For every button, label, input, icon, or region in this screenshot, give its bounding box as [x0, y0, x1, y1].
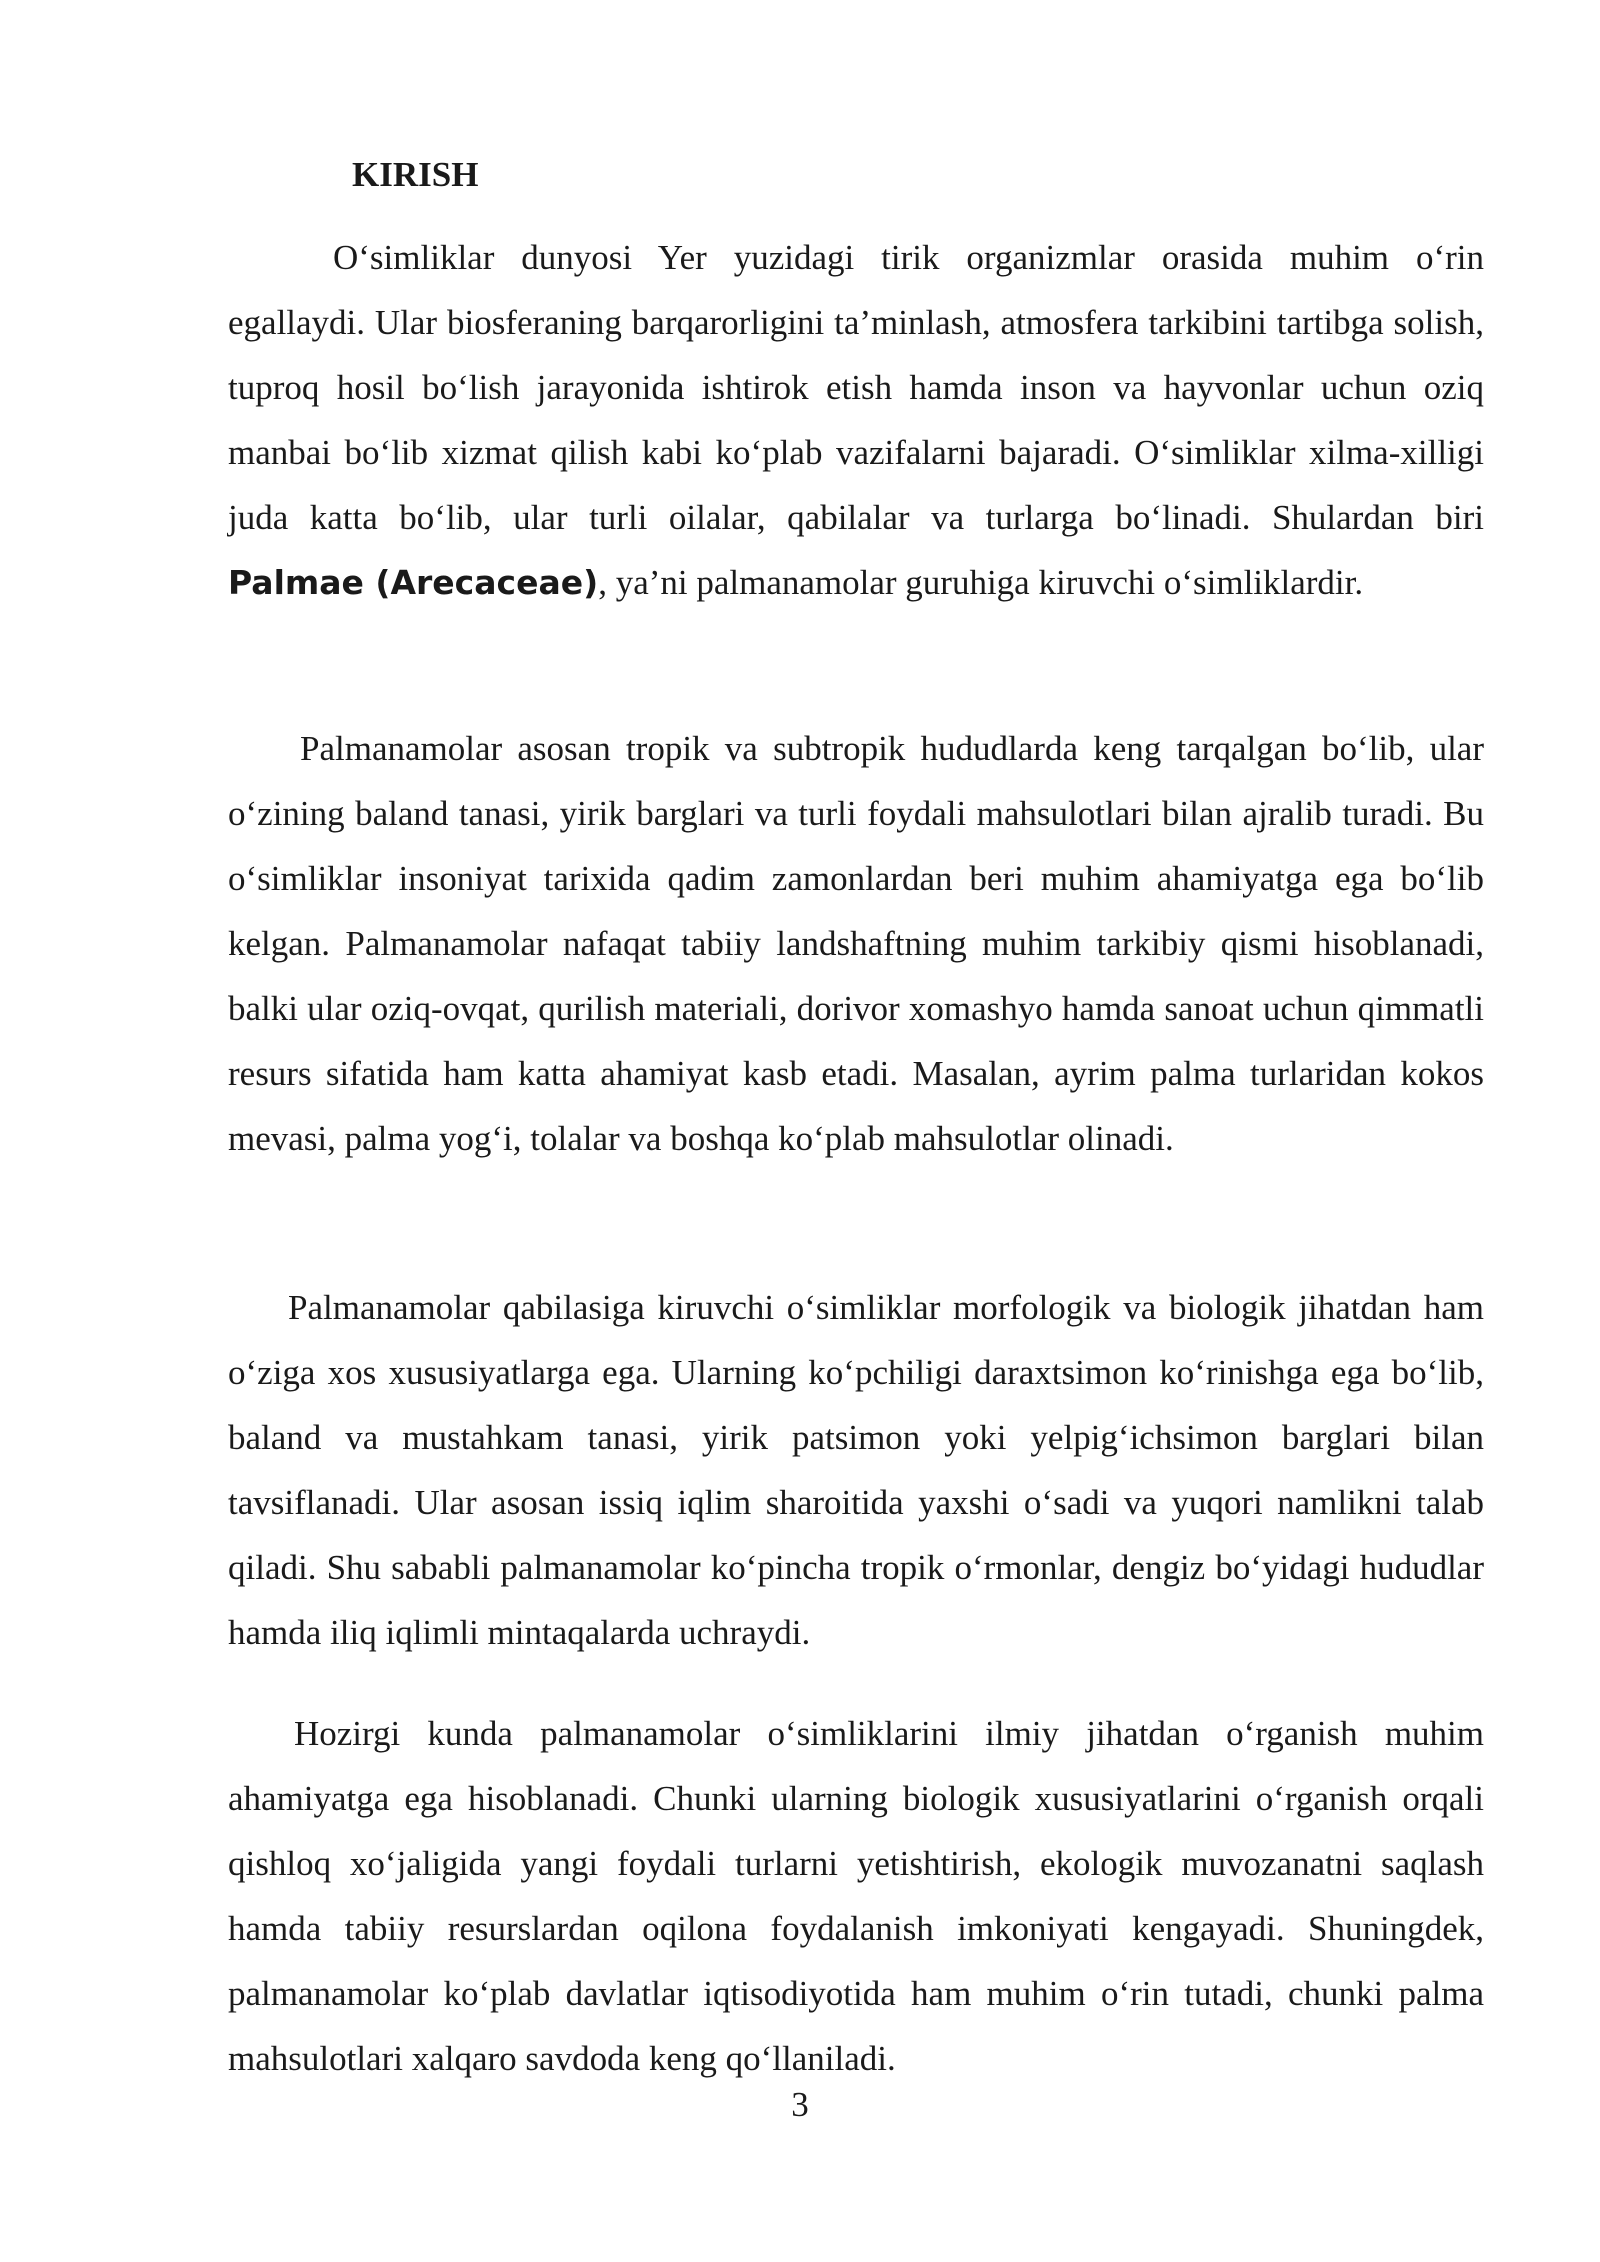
paragraph-3: Palmanamolar qabilasiga kiruvchi o‘simliklar morfologik va biologik jihatdan ham o‘ziga xos xususiyatlarga ega. Ularning ko‘pchiligi daraxtsimon ko‘rinishga ega bo‘lib, baland va mustahkam tanasi, yirik patsimon yoki yelpig‘ichsimon barglari bilan tavsiflanadi. Ular asosan issiq iqlim sharoitida yaxshi o‘sadi va yuqori namlikni talab qiladi. Shu sababli palmanamolar ko‘pincha tropik o‘rmonlar, dengiz bo‘yidagi hududlar hamda iliq iqlimli mintaqalarda uchraydi.: [228, 1288, 1484, 1652]
paragraph-1-bold-term: Palmae (Arecaceae): [228, 563, 599, 602]
paragraph-4: Hozirgi kunda palmanamolar o‘simliklarini ilmiy jihatdan o‘rganish muhim ahamiyatga ega hisoblanadi. Chunki ularning biologik xususiyatlarini o‘rganish orqali qishloq xo‘jaligida yangi foydali turlarni yetishtirish, ekologik muvozanatni saqlash hamda tabiiy resurslardan oqilona foydalanish imkoniyati kengayadi. Shuningdek, palmanamolar ko‘plab davlatlar iqtisodiyotida ham muhim o‘rin tutadi, chunki palma mahsulotlari xalqaro savdoda keng qo‘llaniladi.: [228, 1714, 1484, 2078]
paragraph-2: Palmanamolar asosan tropik va subtropik hududlarda keng tarqalgan bo‘lib, ular o‘zining baland tanasi, yirik barglari va turli foydali mahsulotlari bilan ajralib turadi. Bu o‘simliklar insoniyat tarixida qadim zamonlardan beri muhim ahamiyatga ega bo‘lib kelgan. Palmanamolar nafaqat tabiiy landshaftning muhim tarkibiy qismi hisoblanadi, balki ular oziq-ovqat, qurilish materiali, dorivor xomashyo hamda sanoat uchun qimmatli resurs sifatida ham katta ahamiyat kasb etadi. Masalan, ayrim palma turlaridan kokos mevasi, palma yog‘i, tolalar va boshqa ko‘plab mahsulotlar olinadi.: [228, 729, 1484, 1158]
paragraph-1-text-end: , ya’ni palmanamolar guruhiga kiruvchi o‘simliklardir.: [598, 563, 1364, 602]
page-number: 3: [791, 2085, 809, 2124]
paragraph-1: [228, 225, 1484, 615]
paragraph-1-text-start: O‘simliklar dunyosi Yer yuzidagi tirik organizmlar orasida muhim o‘rin egallaydi. Ular biosferaning barqarorligini ta’minlash, atmosfera tarkibini tartibga solish, tuproq hosil bo‘lish jarayonida ishtirok etish hamda inson va hayvonlar uchun oziq manbai bo‘lib xizmat qilish kabi ko‘plab vazifalarni bajaradi. O‘simliklar xilma-xilligi juda katta bo‘lib, ular turli oilalar, qabilalar va turlarga bo‘linadi. Shulardan biri: [228, 238, 1484, 537]
section-heading: KIRISH: [352, 155, 479, 194]
